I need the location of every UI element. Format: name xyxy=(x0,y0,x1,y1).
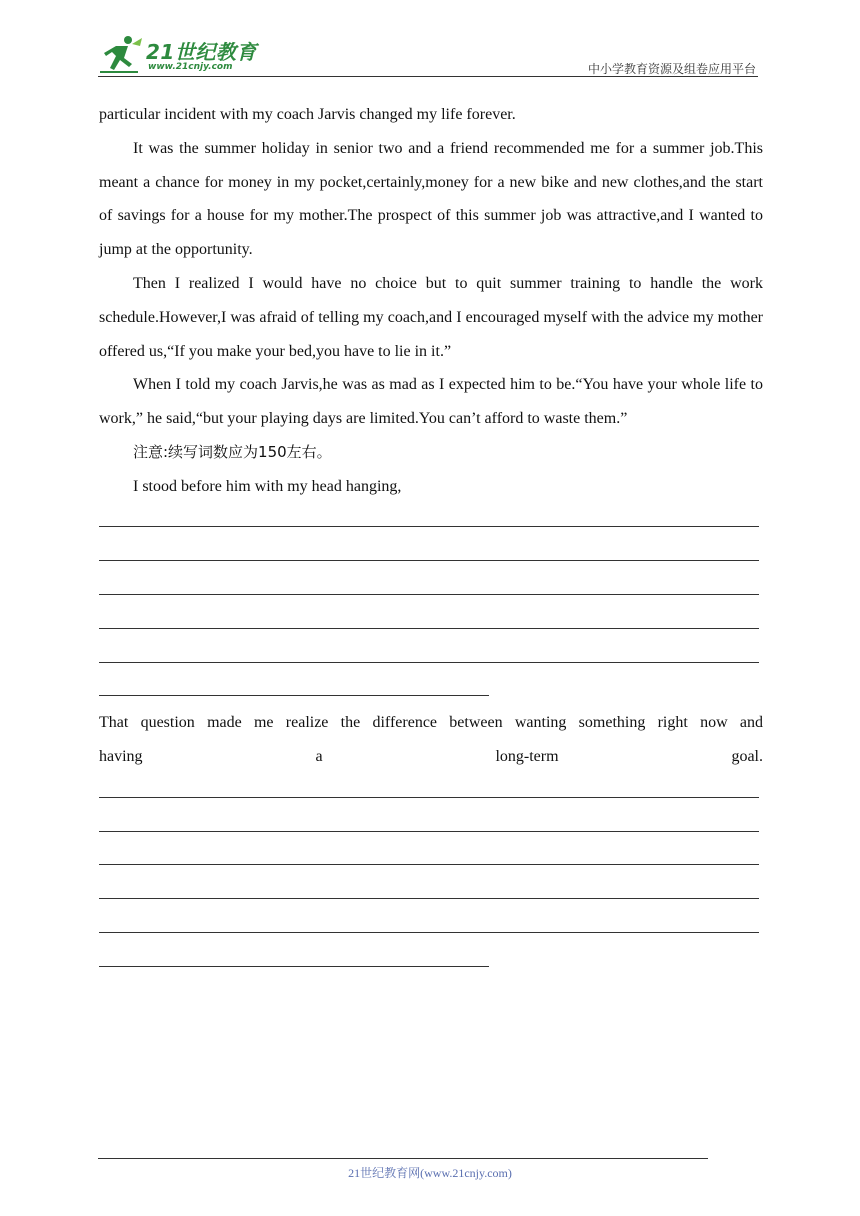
logo-url: www.21cnjy.com xyxy=(148,62,233,72)
document-body xyxy=(99,98,763,977)
page-header xyxy=(98,30,758,78)
word-count-note: 注意:续写词数应为150左右。 xyxy=(133,442,332,461)
writing-line[interactable] xyxy=(99,537,763,571)
header-platform-text: 中小学教育资源及组卷应用平台 xyxy=(587,62,756,76)
writing-line[interactable] xyxy=(99,639,763,673)
continuation-prompt-2-line-2: having a long-term goal. xyxy=(99,748,763,766)
writing-line[interactable] xyxy=(99,774,763,808)
logo xyxy=(98,34,268,74)
writing-line-short[interactable] xyxy=(99,943,763,977)
writing-line[interactable] xyxy=(99,808,763,842)
writing-line[interactable] xyxy=(99,875,763,909)
runner-logo-icon xyxy=(98,34,144,76)
writing-line[interactable] xyxy=(99,504,763,538)
continuation-prompt-2-line-1: That question made me realize the difference between wanting something right now and xyxy=(99,714,763,732)
paragraph-2: It was the summer holiday in senior two and a friend recommended me for a summer job.This meant a chance for money in my pocket,certainly,money for a new bike and new clothes,and the start of savings for a house for my mother.The prospect of this summer job was attractive,and I wanted to jump at the opportunity. xyxy=(99,139,763,259)
writing-line[interactable] xyxy=(99,605,763,639)
paragraph-3: Then I realized I would have no choice but to quit summer training to handle the work schedule.However,I was afraid of telling my coach,and I encouraged myself with the advice my mother offered us,“If you make your bed,you have to lie in it.” xyxy=(99,274,763,360)
writing-line-short[interactable] xyxy=(99,673,763,707)
footer-divider xyxy=(98,1158,708,1159)
header-divider xyxy=(98,76,758,77)
writing-line[interactable] xyxy=(99,842,763,876)
continuation-prompt-1: I stood before him with my head hanging, xyxy=(133,477,402,495)
footer-text[interactable]: 21世纪教育网(www.21cnjy.com) xyxy=(348,1166,512,1180)
writing-line[interactable] xyxy=(99,909,763,943)
paragraph-4: When I told my coach Jarvis,he was as mad as I expected him to be.“You have your whole life to work,” he said,“but your playing days are limited.You can’t afford to waste them.” xyxy=(99,376,763,428)
paragraph-1: particular incident with my coach Jarvis changed my life forever. xyxy=(99,106,516,123)
logo-text: 21世纪教育 xyxy=(146,40,257,64)
writing-line[interactable] xyxy=(99,571,763,605)
